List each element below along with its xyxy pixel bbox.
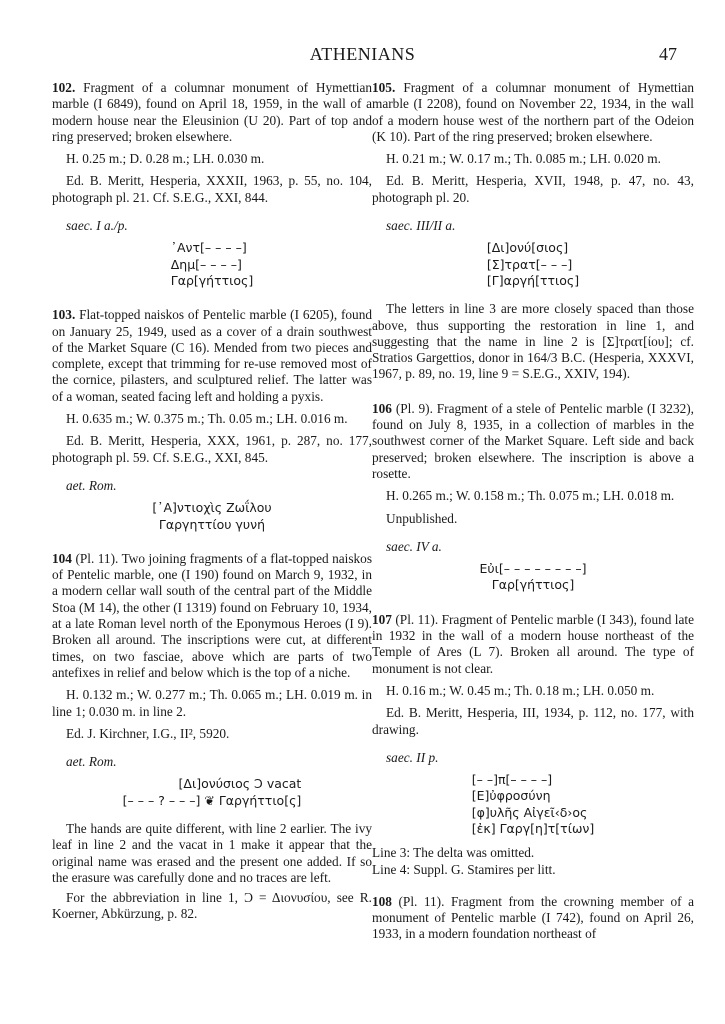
- entry-104: [52, 551, 372, 923]
- inscription-line: [– –]π[– – – –]: [471, 772, 553, 788]
- entry-edition: Ed. B. Meritt, Hesperia, XVII, 1948, p. 47, no. 43, photograph pl. 20.: [372, 173, 694, 205]
- entry-number: 104: [52, 550, 72, 566]
- inscription-text: [52, 500, 372, 533]
- entry-description: (Pl. 11). Fragment from the crowning member of a monument of Pentelic marble (I 742), found on April 26, 1933, in a modern foundation northeast of: [372, 893, 695, 942]
- entry-106: [372, 401, 694, 594]
- inscription-line: [Δι]ονύσιος Ͻ vacat: [178, 776, 302, 792]
- entry-description: Flat-topped naiskos of Pentelic marble (I 6205), found on January 25, 1949, used as a cover of a drain southwest of the Market Square (C 16). Mended from two pieces and complete, except that trimming for re-use removed most of the cornice, pilasters, and sculptured relief. The latter was of a woman, seated facing left and holding a pyxis.: [52, 307, 372, 404]
- inscription-line: [᾿Α]ντιοχὶς Ζωΐλου: [152, 500, 272, 516]
- entry-date: saec. I a./p.: [66, 218, 128, 234]
- entry-note: The letters in line 3 are more closely spaced than those above, thus supporting the restoration in line 1, and suggesting that the name in line 2 is [Σ]τρατ[ίου]; cf. Stratios Gargettios, donor in 164/3 B.C. (Hesperia, XXXVI, 1967, p. 89, no. 19, line 9 = S.E.G., XXIV, 194).: [372, 301, 694, 382]
- entry-dimensions: H. 0.132 m.; W. 0.277 m.; Th. 0.065 m.; LH. 0.019 m. in line 1; 0.030 m. in line 2.: [52, 687, 372, 719]
- inscription-text: [372, 772, 694, 837]
- entry-105: [372, 80, 694, 383]
- entry-edition: Ed. B. Meritt, Hesperia, III, 1934, p. 112, no. 177, with drawing.: [372, 705, 694, 737]
- entry-dimensions: H. 0.25 m.; D. 0.28 m.; LH. 0.030 m.: [66, 151, 265, 167]
- running-title: ATHENIANS: [309, 44, 416, 64]
- inscription-text: [372, 240, 694, 289]
- inscription-line: [Ε]ὐφροσύνη: [471, 788, 551, 804]
- inscription-line: Γαρ[γήττιος]: [170, 272, 254, 288]
- entry-description: (Pl. 11). Fragment of Pentelic marble (I 343), found late in 1932 in the wall of a modern house northeast of the Temple of Ares (L 7). Broken all around. The type of monument is not clear.: [372, 611, 695, 676]
- right-column: [372, 80, 694, 943]
- inscription-text: [52, 776, 372, 809]
- inscription-line: Γαργηττίου γυνή: [158, 516, 266, 532]
- entry-number: 107: [372, 611, 392, 627]
- inscription-line: [Σ]τρατ[– – –]: [486, 256, 573, 272]
- entry-edition: Ed. B. Meritt, Hesperia, XXX, 1961, p. 287, no. 177, photograph pl. 59. Cf. S.E.G., XXI, 845.: [52, 433, 372, 465]
- entry-dimensions: H. 0.635 m.; W. 0.375 m.; Th. 0.05 m.; LH. 0.016 m.: [66, 411, 348, 427]
- entry-dimensions: H. 0.265 m.; W. 0.158 m.; Th. 0.075 m.; LH. 0.018 m.: [386, 488, 675, 504]
- entry-description: (Pl. 11). Two joining fragments of a flat-topped naiskos of Pentelic marble, one (I 190) found on March 9, 1932, in a modern cellar wall south of the central part of the Middle Stoa (M 14), the other (I 1319) found on February 10, 1934, at a late Roman level north of the Eponymous Heroes (I 9). Broken all around. The inscriptions were cut, at different times, on two fasciae, above which are parts of two antefixes in relief and below which is the top of a niche.: [52, 550, 373, 680]
- inscription-line: Δημ[– – – –]: [170, 256, 242, 272]
- inscription-line: [ἐκ] Γαργ[η]τ[τίων]: [471, 820, 595, 836]
- entry-number: 102.: [52, 80, 76, 95]
- inscription-line: Εὐι[– – – – – – – –]: [479, 561, 587, 577]
- entry-number: 108: [372, 893, 392, 909]
- entry-102: [52, 80, 372, 289]
- inscription-text: [52, 240, 372, 289]
- entry-103: [52, 307, 372, 533]
- entry-date: aet. Rom.: [66, 477, 117, 493]
- entry-note: The hands are quite different, with line 2 earlier. The ivy leaf in line 2 and the vacat in 1 make it appear that the original name was erased and the present one added. If so the erasure was carefully done and no traces are left.: [52, 820, 372, 885]
- entry-edition: Unpublished.: [386, 510, 458, 526]
- running-head: [0, 44, 725, 68]
- left-column: [52, 80, 372, 923]
- entry-date: saec. IV a.: [386, 538, 442, 554]
- entry-note: Line 4: Suppl. G. Stamires per litt.: [372, 861, 556, 877]
- inscription-line: ᾿Αντ[– – – –]: [170, 240, 247, 256]
- inscription-line: [Δι]ονύ[σιος]: [486, 240, 569, 256]
- entry-edition: Ed. J. Kirchner, I.G., II², 5920.: [66, 725, 230, 741]
- page-number: 47: [659, 44, 677, 64]
- inscription-text: [372, 561, 694, 594]
- entry-date: aet. Rom.: [66, 754, 117, 770]
- entry-number: 105.: [372, 80, 396, 95]
- entry-dimensions: H. 0.21 m.; W. 0.17 m.; Th. 0.085 m.; LH. 0.020 m.: [386, 151, 661, 167]
- entry-107: [372, 612, 694, 878]
- inscription-line: [φ]υλῆς Αἰγεῖ‹δ›ος: [471, 804, 588, 820]
- entry-108: [372, 894, 694, 943]
- entry-date: saec. III/II a.: [386, 218, 456, 234]
- inscription-line: [Γ]αργή[ττιος]: [486, 272, 580, 288]
- entry-description: Fragment of a columnar monument of Hymettian marble (I 6849), found on April 18, 1959, in the wall of a modern house near the Eleusinion (U 20). Part of top and ring preserved; broken elsewhere.: [52, 80, 373, 144]
- entry-description: Fragment of a columnar monument of Hymettian marble (I 2208), found on November 22, 1934, in the wall of a modern house west of the northern part of the Odeion (K 10). Part of the ring preserved; broken elsewhere.: [372, 80, 694, 144]
- entry-date: saec. II p.: [386, 749, 439, 765]
- inscription-line: [– – – ? – – –] ❦ Γαργήττιο[ς]: [122, 792, 302, 808]
- entry-note: For the abbreviation in line 1, Ͻ = Διονυσίου, see R. Koerner, Abkürzung, p. 82.: [52, 890, 372, 922]
- entry-dimensions: H. 0.16 m.; W. 0.45 m.; Th. 0.18 m.; LH. 0.050 m.: [386, 682, 655, 698]
- entry-note: Line 3: The delta was omitted.: [372, 845, 535, 861]
- entry-description: (Pl. 9). Fragment of a stele of Pentelic marble (I 3232), found on July 8, 1935, in a collection of marbles in the southwest corner of the Market Square. Left side and back preserved; broken elsewhere. The inscription is above a rosette.: [372, 400, 695, 481]
- entry-number: 103.: [52, 307, 76, 323]
- entry-number: 106: [372, 400, 392, 416]
- entry-edition: Ed. B. Meritt, Hesperia, XXXII, 1963, p. 55, no. 104, photograph pl. 21. Cf. S.E.G., XXI, 844.: [52, 173, 372, 205]
- inscription-line: Γαρ[γήττιος]: [491, 577, 575, 593]
